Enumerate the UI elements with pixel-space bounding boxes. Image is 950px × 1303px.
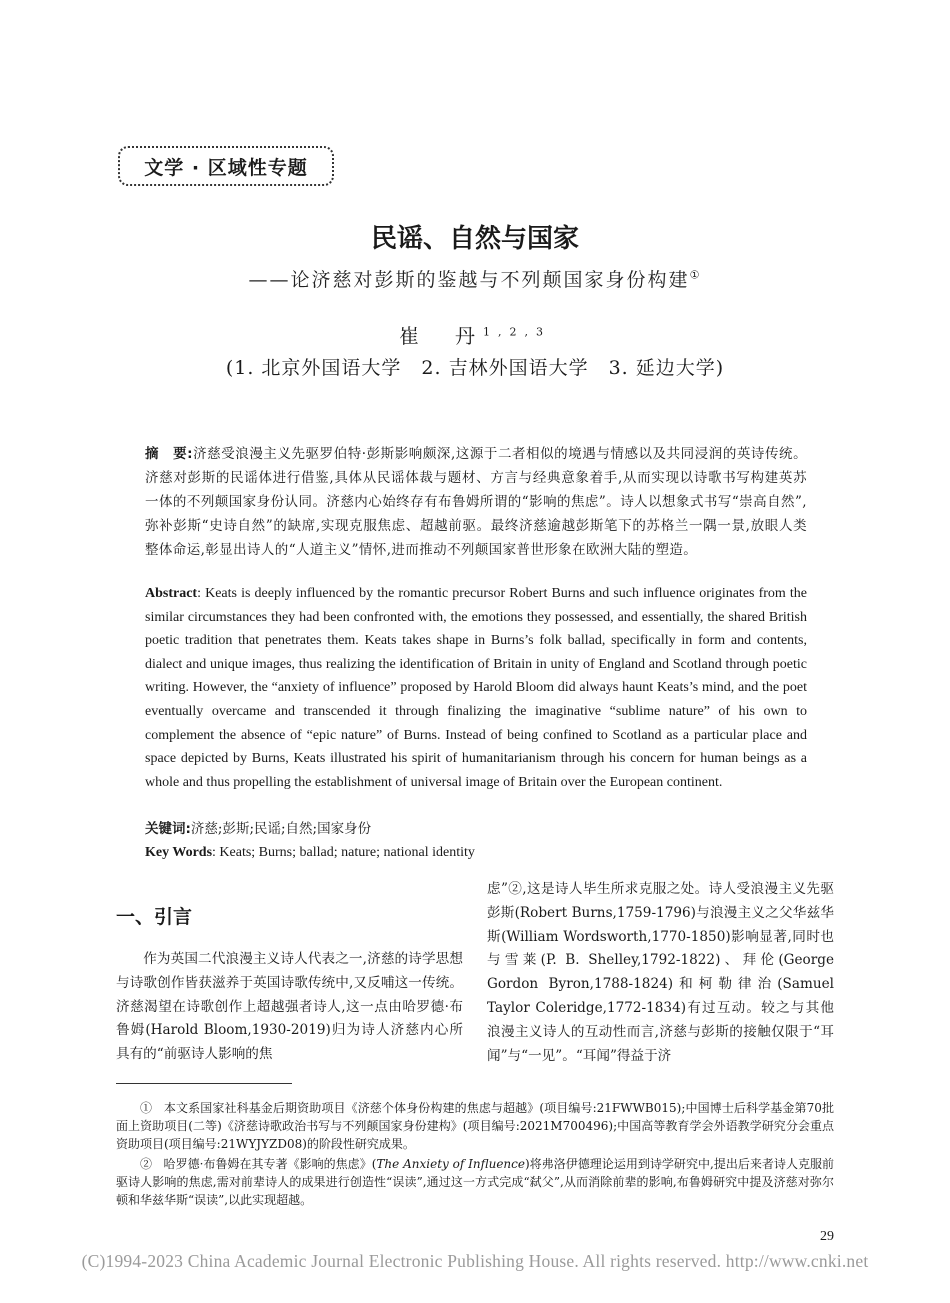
abstract-english (145, 582, 807, 794)
subtitle-text: ——论济慈对彭斯的鉴越与不列颠国家身份构建 (248, 269, 690, 291)
copyright-watermark: (C)1994-2023 China Academic Journal Electronic Publishing House. All rights reserved. http://www.cnki.net (81, 1251, 869, 1271)
subtitle-footnote-mark[interactable]: ① (689, 268, 702, 282)
abstract-chinese (145, 442, 807, 562)
column-label: 文学 · 区域性专题 (144, 156, 308, 179)
abstract-cn-label: 摘 要: (145, 446, 193, 462)
footnote-1 (116, 1099, 834, 1153)
footnote-divider (116, 1083, 292, 1084)
footnote-2 (116, 1155, 834, 1209)
body-column-left (116, 948, 463, 1067)
abstract-en-label: Abstract (145, 586, 198, 601)
body-paragraph: 作为英国二代浪漫主义诗人代表之一,济慈的诗学思想与诗歌创作皆获滋养于英国诗歌传统中,又反哺这一传统。济慈渴望在诗歌创作上超越强者诗人,这一点由哈罗德·布鲁姆(Harold Bloom,1930-2019)归为诗人济慈内心所具有的“前驱诗人影响的焦 (116, 951, 463, 1063)
keywords-cn-label: 关键词: (145, 821, 191, 837)
article-title: 民谣、自然与国家 (370, 224, 579, 254)
keywords-english (145, 842, 807, 864)
keywords-en-text: : Keats; Burns; ballad; nature; national identity (212, 845, 475, 860)
affiliation: (1. 北京外国语大学 2. 吉林外国语大学 3. 延边大学) (225, 357, 725, 379)
footnote-1-mark: ① (140, 1101, 153, 1115)
footnote-1-text: 本文系国家社科基金后期资助项目《济慈个体身份构建的焦虑与超越》(项目编号:21FWWB015);中国博士后科学基金第70批面上资助项目(二等)《济慈诗歌政治书写与不列颠国家身份建构》(项目编号:2021M700496);中国高等教育学会外语教学研究分会重点资助项目(项目编号:21WYJYZD08)的阶段性研究成果。 (116, 1101, 834, 1151)
keywords-en-label: Key Words (145, 845, 213, 860)
abstract-en-text: : Keats is deeply influenced by the romantic precursor Robert Burns and such influence originates from the similar circumstances they had been confronted with, the emotions they possessed, and essentially, the shared British poetic tradition that penetrates them. Keats takes shape in Burns’s folk ballad, specifically in form and contents, dialect and unique images, thus realizing the identification of Britain in unity of England and Scotland through poetic writing. However, the “anxiety of influence” proposed by Harold Bloom did always haunt Keats’s mind, and the poet eventually overcame and transcended it through finalizing the imaginative “sublime nature” of his own to complement the absence of “epic nature” of Burns. Instead of being confined to Scotland as a particular place and space depicted by Burns, Keats illustrated his spirit of humanitarianism through his concern for human beings as a whole and thus propelling the establishment of universal image of Britain over the European continent. (145, 586, 807, 790)
footnote-2-mark: ② (140, 1157, 153, 1171)
column-label-box (118, 146, 334, 186)
abstract-cn-text: 济慈受浪漫主义先驱罗伯特·彭斯影响颇深,这源于二者相似的境遇与情感以及共同浸润的英诗传统。济慈对彭斯的民谣体进行借鉴,具体从民谣体裁与题材、方言与经典意象着手,从而实现以诗歌书写构建英苏一体的不列颠国家身份认同。济慈内心始终存有布鲁姆所谓的“影响的焦虑”。诗人以想象式书写“崇高自然”,弥补彭斯“史诗自然”的缺席,实现克服焦虑、超越前驱。最终济慈逾越彭斯笔下的苏格兰一隅一景,放眼人类整体命运,彰显出诗人的“人道主义”情怀,进而推动不列颠国家普世形象在欧洲大陆的塑造。 (145, 446, 807, 558)
footnote-2-book-title: The Anxiety of Influence (376, 1157, 525, 1171)
footnote-2-text-after: )将弗洛伊德理论运用到诗学研究中,提出后来者诗人克服前驱诗人影响的焦虑,需对前辈诗人的成果进行创造性“误读”,通过这一方式完成“弑父”,从而消除前辈的影响,布鲁姆研究中提及济慈对弥尔顿和华兹华斯“误读”,以此实现超越。 (116, 1157, 835, 1207)
body-paragraph: 虑”②,这是诗人毕生所求克服之处。诗人受浪漫主义先驱彭斯(Robert Burns,1759-1796)与浪漫主义之父华兹华斯(William Wordsworth,1770-1850)影响显著,同时也与雪莱(P. B. Shelley,1792-1822)、拜伦(George Gordon Byron,1788-1824)和柯勒律治(Samuel Taylor Coleridge,1772-1834)有过互动。较之与其他浪漫主义诗人的互动性而言,济慈与彭斯的接触仅限于“耳闻”与“一见”。“耳闻”得益于济 (487, 881, 834, 1064)
page-number: 29 (820, 1229, 834, 1244)
footnote-2-text-before: 哈罗德·布鲁姆在其专著《影响的焦虑》( (163, 1157, 377, 1171)
body-column-right (487, 878, 834, 1068)
article-subtitle (0, 265, 950, 292)
author-affiliation-marks: 1,2,3 (483, 325, 551, 339)
footnotes (116, 1099, 834, 1211)
keywords-chinese (145, 818, 807, 840)
author-name: 崔 丹 (399, 324, 483, 348)
keywords-cn-text: 济慈;彭斯;民谣;自然;国家身份 (190, 821, 372, 837)
section-heading-introduction: 一、引言 (116, 906, 193, 928)
author (0, 320, 950, 349)
